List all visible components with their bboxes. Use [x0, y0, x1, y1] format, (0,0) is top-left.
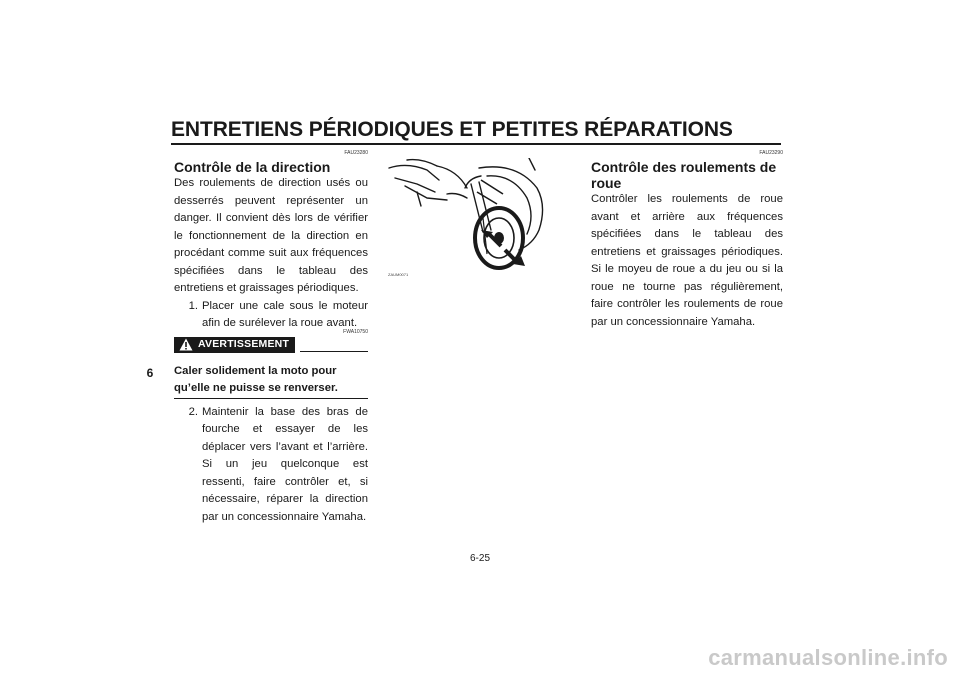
intro-paragraph: Des roulements de direction usés ou desserrés peuvent représenter un danger. Il convient dès lors de vérifier le fonctionnement de la direction en procédant comme suit aux fréquences spécifiées dans le tableau des entretiens et graissages périodiques. — [174, 177, 368, 294]
section-title: Contrôle de la direction — [174, 159, 331, 175]
figure-code: ZAUM0071 — [388, 272, 409, 277]
section-paragraph: Contrôler les roulements de roue avant et arrière aux fréquences spécifiées dans le tableau des entretiens et graissages périodiques. Si le moyeu de roue a du jeu ou si la roue ne tourne pas régulièrement, faire contrôler les roulements de roue par un concessionnaire Yamaha. — [591, 193, 783, 328]
step-text: Placer une cale sous le moteur afin de surélever la roue avant. — [202, 299, 368, 329]
chapter-tab: 6 — [146, 366, 154, 380]
step-number: 2. — [188, 405, 198, 418]
page-header — [171, 118, 781, 145]
warning-text: Caler solidement la moto pour qu’elle ne puisse se renverser. — [174, 364, 338, 394]
header-rule — [171, 143, 781, 145]
warning-badge — [174, 337, 295, 353]
page-title: ENTRETIENS PÉRIODIQUES ET PETITES RÉPARATIONS — [171, 118, 733, 141]
section-code: FAU23280 — [344, 150, 368, 156]
warning-end-rule — [174, 398, 368, 399]
page-number: 6-25 — [469, 553, 490, 564]
left-column — [174, 150, 368, 526]
right-column — [591, 150, 783, 331]
warning-triangle-icon — [179, 338, 193, 351]
warning-code: FWA10750 — [343, 328, 368, 335]
section-code: FAU23290 — [759, 150, 783, 156]
watermark: carmanualsonline.info — [708, 645, 948, 670]
step-text: Maintenir la base des bras de fourche et essayer de les déplacer vers l’avant et l’arrière. Si un jeu quelconque est ressenti, faire contrôler et, si nécessaire, réparer la direction par un concessionnaire Yamaha. — [202, 405, 368, 523]
step-number: 1. — [188, 299, 198, 312]
step-1 — [174, 298, 368, 333]
warning-heading — [174, 337, 368, 353]
section-title: Contrôle des roulements de roue — [591, 159, 777, 191]
scooter-front-wheel-illustration — [387, 158, 553, 274]
warning-rule — [300, 351, 368, 352]
warning-label: AVERTISSEMENT — [198, 337, 290, 350]
step-2 — [174, 404, 368, 527]
